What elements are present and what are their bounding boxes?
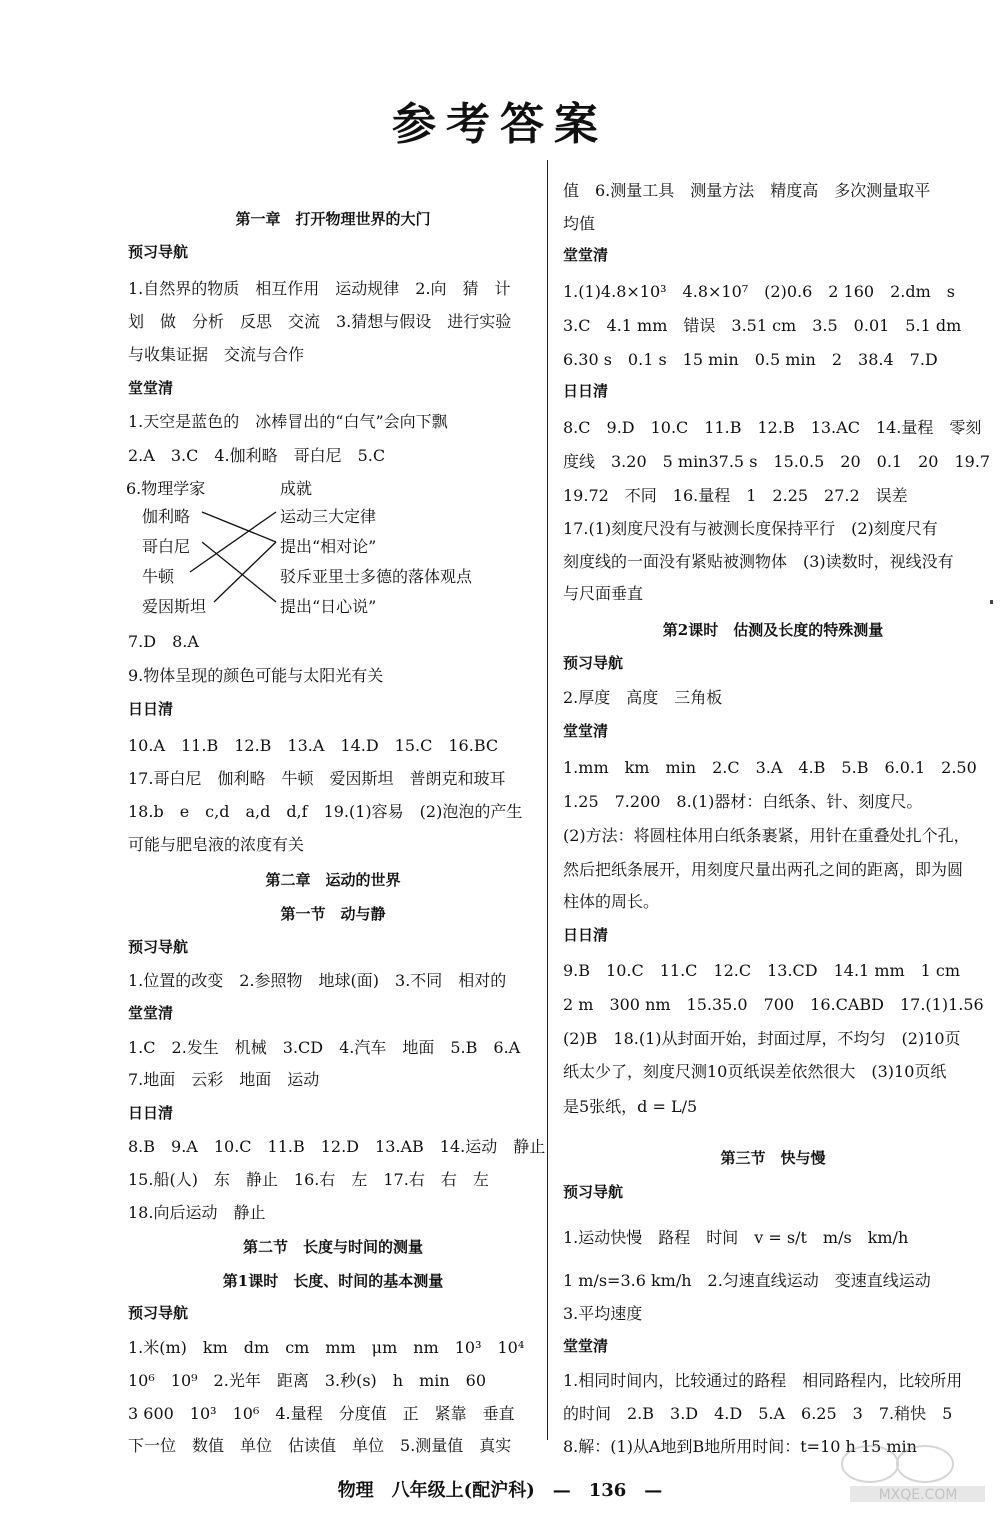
section-label: 预习导航 (563, 1183, 624, 1201)
answer-line: 18.向后运动 静止 (128, 1203, 266, 1222)
column-divider (547, 160, 548, 1440)
answer-line: 1.运动快慢 路程 时间 v = s/t m/s km/h (563, 1228, 909, 1247)
section-label: 预习导航 (563, 654, 624, 672)
answer-line: 与尺面垂直 (563, 584, 644, 603)
chapter-heading: 第二章 运动的世界 (265, 871, 401, 889)
matching-header-right: 成就 (280, 479, 313, 498)
matching-lines (130, 470, 530, 630)
answer-line: 10.A 11.B 12.B 13.A 14.D 15.C 16.BC (128, 736, 499, 755)
answer-line: 1.相同时间内，比较通过的路程 相同路程内，比较所用 (563, 1371, 963, 1390)
answer-line: 3 600 10³ 10⁶ 4.量程 分度值 正 紧靠 垂直 (128, 1404, 515, 1423)
chapter-heading: 第2课时 估测及长度的特殊测量 (662, 621, 884, 639)
answer-line: 18.b e c,d a,d d,f 19.(1)容易 (2)泡泡的产生 (128, 802, 523, 821)
section-label: 日日清 (128, 700, 174, 718)
achievement-4: 提出“日心说” (280, 597, 377, 616)
answer-line: 8.解：(1)从A地到B地所用时间：t=10 h 15 min (563, 1437, 917, 1456)
answer-line: 15.船(人) 东 静止 16.右 左 17.右 右 左 (128, 1170, 489, 1189)
answer-line: 可能与肥皂液的浓度有关 (128, 835, 305, 854)
answer-line: 17.哥白尼 伽利略 牛顿 爱因斯坦 普朗克和玻耳 (128, 769, 506, 788)
answer-line: 3.C 4.1 mm 错误 3.51 cm 3.5 0.01 5.1 dm (563, 316, 962, 335)
section-label: 日日清 (563, 382, 609, 400)
answer-line: 1.位置的改变 2.参照物 地球(面) 3.不同 相对的 (128, 971, 507, 990)
answer-line: 9.物体呈现的颜色可能与太阳光有关 (128, 666, 384, 685)
matching-diagram (126, 470, 530, 630)
person-1: 伽利略 (142, 507, 191, 526)
answer-line: (2)B 18.(1)从封面开始，封面过厚，不均匀 (2)10页 (563, 1029, 961, 1048)
chapter-heading: 第一节 动与静 (280, 905, 386, 923)
answer-line: 刻度线的一面没有紧贴被测物体 (3)读数时，视线没有 (563, 552, 954, 571)
section-label: 堂堂清 (563, 722, 609, 740)
person-3: 牛顿 (142, 567, 175, 586)
answer-line: 下一位 数值 单位 估读值 单位 5.测量值 真实 (128, 1436, 512, 1455)
answer-line: (2)方法：将圆柱体用白纸条裹紧，用针在重叠处扎个孔， (563, 826, 970, 845)
answer-line: 划 做 分析 反思 交流 3.猜想与假设 进行实验 (128, 312, 512, 331)
answer-line: 1.25 7.200 8.(1)器材：白纸条、针、刻度尺。 (563, 792, 923, 811)
answer-line: 1.天空是蓝色的 冰棒冒出的“白气”会向下飘 (128, 412, 448, 431)
section-label: 堂堂清 (128, 1004, 174, 1022)
achievement-3: 驳斥亚里士多德的落体观点 (280, 567, 473, 586)
person-2: 哥白尼 (142, 537, 191, 556)
person-4: 爱因斯坦 (142, 597, 207, 616)
section-label: 堂堂清 (128, 379, 174, 397)
answer-line: 1 m/s=3.6 km/h 2.匀速直线运动 变速直线运动 (563, 1271, 931, 1290)
section-label: 堂堂清 (563, 1337, 609, 1355)
achievement-2: 提出“相对论” (280, 537, 377, 556)
answer-line: 1.C 2.发生 机械 3.CD 4.汽车 地面 5.B 6.A (128, 1038, 521, 1057)
answer-line: 8.C 9.D 10.C 11.B 12.B 13.AC 14.量程 零刻 (563, 418, 982, 437)
watermark-logo (830, 1440, 995, 1506)
answer-line: 1.mm km min 2.C 3.A 4.B 5.B 6.0.1 2.50 (563, 758, 977, 777)
speck (990, 600, 993, 604)
answer-line: 柱体的周长。 (563, 892, 660, 911)
watermark-text: MXQE.COM (878, 1487, 958, 1503)
answer-line: 9.B 10.C 11.C 12.C 13.CD 14.1 mm 1 cm (563, 961, 961, 980)
answer-line: 的时间 2.B 3.D 4.D 5.A 6.25 3 7.稍快 5 (563, 1404, 953, 1423)
answer-line: 1.(1)4.8×10³ 4.8×10⁷ (2)0.6 2 160 2.dm s (563, 282, 955, 301)
page-title: 参考答案 (392, 99, 608, 150)
answer-line: 7.地面 云彩 地面 运动 (128, 1070, 320, 1089)
answer-line: 与收集证据 交流与合作 (128, 345, 305, 364)
answer-line: 2.A 3.C 4.伽利略 哥白尼 5.C (128, 446, 386, 465)
chapter-heading: 第三节 快与慢 (720, 1149, 826, 1167)
answer-line: 2.厚度 高度 三角板 (563, 688, 723, 707)
answer-line: 7.D 8.A (128, 632, 199, 651)
answer-line: 是5张纸，d = L/5 (563, 1097, 698, 1116)
section-label: 预习导航 (128, 938, 189, 956)
answer-line: 度线 3.20 5 min37.5 s 15.0.5 20 0.1 20 19.7 (563, 452, 991, 471)
answer-line: 8.B 9.A 10.C 11.B 12.D 13.AB 14.运动 静止 (128, 1137, 546, 1156)
answer-line: 然后把纸条展开，用刻度尺量出两孔之间的距离，即为圆 (563, 860, 964, 879)
section-label: 日日清 (128, 1104, 174, 1122)
achievement-1: 运动三大定律 (280, 507, 377, 526)
answer-line: 值 6.测量工具 测量方法 精度高 多次测量取平 (563, 181, 931, 200)
section-label: 日日清 (563, 926, 609, 944)
section-label: 预习导航 (128, 1304, 189, 1322)
answer-line: 3.平均速度 (563, 1304, 643, 1323)
match-line-2 (202, 542, 276, 602)
answer-line: 2 m 300 nm 15.35.0 700 16.CABD 17.(1)1.56 (563, 995, 984, 1014)
chapter-heading: 第一章 打开物理世界的大门 (235, 210, 431, 228)
answer-line: 纸太少了，刻度尺测10页纸误差依然很大 (3)10页纸 (563, 1062, 947, 1081)
section-label: 堂堂清 (563, 246, 609, 264)
section-label: 预习导航 (128, 243, 189, 261)
chapter-heading: 第二节 长度与时间的测量 (242, 1238, 423, 1256)
page-footer: 物理 八年级上(配沪科) — 136 — (337, 1480, 663, 1501)
match-line-4 (214, 542, 276, 602)
chapter-heading: 第1课时 长度、时间的基本测量 (222, 1272, 444, 1290)
matching-header-left: 6.物理学家 (126, 479, 206, 498)
answer-line: 17.(1)刻度尺没有与被测长度保持平行 (2)刻度尺有 (563, 519, 938, 538)
watermark (830, 1440, 995, 1506)
answer-line: 19.72 不同 16.量程 1 2.25 27.2 误差 (563, 486, 908, 505)
answer-line: 1.自然界的物质 相互作用 运动规律 2.向 猜 计 (128, 279, 511, 298)
answer-line: 6.30 s 0.1 s 15 min 0.5 min 2 38.4 7.D (563, 350, 938, 369)
answer-line: 10⁶ 10⁹ 2.光年 距离 3.秒(s) h min 60 (128, 1371, 487, 1390)
answer-line: 均值 (563, 214, 596, 233)
answer-line: 1.米(m) km dm cm mm μm nm 10³ 10⁴ (128, 1338, 525, 1357)
